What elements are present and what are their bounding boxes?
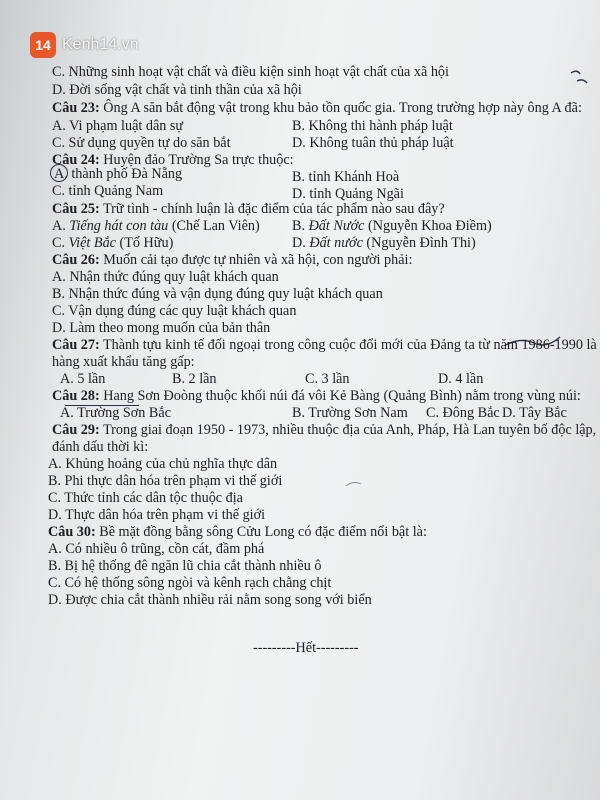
q27-option-d: D. 4 lần xyxy=(438,371,484,387)
q29-stem-line2: đánh dấu thời kì: xyxy=(52,439,149,455)
q24-label: Câu 24: xyxy=(52,152,100,168)
end-marker: ---------Hết--------- xyxy=(253,640,359,656)
q23-label: Câu 23: xyxy=(52,100,100,116)
q24-option-b: B. tỉnh Khánh Hoà xyxy=(292,169,400,185)
q29-stem-line1 xyxy=(52,422,596,439)
q27-option-a: A. 5 lần xyxy=(60,371,106,387)
q25-option-b xyxy=(292,218,492,235)
q25-option-d-title: Đất nước xyxy=(309,235,363,251)
q23-option-c: C. Sử dụng quyền tự do săn bắt xyxy=(52,135,231,151)
q25-option-a xyxy=(52,218,260,235)
q28-stem xyxy=(52,388,581,405)
q25-option-a-title: Tiếng hát con tàu xyxy=(69,218,169,234)
q27-text: Thành tựu kinh tế đối ngoại trong công cuộc đổi mới của Đảng ta từ năm 1986-1990 là xyxy=(103,337,597,353)
q26-text: Muốn cải tạo được tự nhiên và xã hội, con người phải: xyxy=(103,252,413,268)
q25-stem xyxy=(52,201,445,218)
kenh14-site-name: Kenh14.vn xyxy=(62,36,139,53)
q25-option-b-title: Đất Nước xyxy=(308,218,365,234)
q30-option-d: D. Được chia cắt thành nhiều rải nằm song song với biển xyxy=(48,592,372,608)
q26-option-d: D. Làm theo mong muốn của bản thân xyxy=(52,320,271,336)
q29-option-b: B. Phi thực dân hóa trên phạm vi thế giới xyxy=(48,473,283,489)
q25-option-a-letter: A. xyxy=(52,218,70,234)
q28-text: Hang Sơn Đoòng thuộc khối núi đá vôi Kẻ Bàng (Quảng Bình) nằm trong vùng núi: xyxy=(103,388,581,404)
q25-option-a-author: (Chế Lan Viên) xyxy=(168,218,260,234)
q28-option-d: D. Tây Bắc xyxy=(502,405,567,421)
q28-label: Câu 28: xyxy=(52,388,100,404)
q27-option-c: C. 3 lần xyxy=(305,371,350,387)
q28-option-b: B. Trường Sơn Nam xyxy=(292,405,408,421)
q25-option-b-author: (Nguyễn Khoa Điềm) xyxy=(364,218,492,234)
q29-option-d: D. Thực dân hóa trên phạm vi thế giới xyxy=(48,507,266,523)
q30-option-b: B. Bị hệ thống đê ngăn lũ chia cắt thành nhiều ô xyxy=(48,558,322,574)
q23-text: Ông A săn bắt động vật trong khu bảo tồn quốc gia. Trong trường hợp này ông A đã: xyxy=(103,100,582,116)
q24-text: Huyện đảo Trường Sa trực thuộc: xyxy=(103,152,294,168)
q27-option-b: B. 2 lần xyxy=(172,371,217,387)
q29-label: Câu 29: xyxy=(52,422,100,438)
ink-faint-mark xyxy=(346,482,361,486)
ink-mark-top-right xyxy=(571,71,580,74)
q25-option-c-author: (Tố Hữu) xyxy=(115,235,174,251)
q24-option-a: A. thành phố Đà Nẵng xyxy=(54,166,183,182)
q27-stem-line2: hàng xuất khẩu tăng gấp: xyxy=(52,354,195,370)
q26-stem xyxy=(52,252,412,269)
kenh14-logo-badge: 14 xyxy=(30,32,56,58)
q26-option-b: B. Nhận thức đúng và vận dụng đúng quy luật khách quan xyxy=(52,286,383,302)
q28-option-c: C. Đông Bắc xyxy=(426,405,500,421)
q25-option-c xyxy=(52,235,173,252)
q30-option-a: A. Có nhiều ô trũng, cồn cát, đầm phá xyxy=(48,541,265,557)
q24-option-d: D. tỉnh Quảng Ngãi xyxy=(292,186,404,202)
q25-label: Câu 25: xyxy=(52,201,100,217)
ink-mark-top-right-2 xyxy=(577,80,587,83)
q23-option-a: A. Vi phạm luật dân sự xyxy=(52,118,184,134)
q30-option-c: C. Có hệ thống sông ngòi và kênh rạch chằng chịt xyxy=(48,575,332,591)
q23-stem xyxy=(52,100,582,117)
q22-option-d: D. Đời sống vật chất và tinh thần của xã hội xyxy=(52,82,302,98)
q25-option-c-title: Việt Bắc xyxy=(68,235,116,251)
q25-option-b-letter: B. xyxy=(292,218,309,234)
q29-text: Trong giai đoạn 1950 - 1973, nhiều thuộc địa của Anh, Pháp, Hà Lan tuyên bố độc lập, xyxy=(103,422,597,438)
q27-stem-line1 xyxy=(52,337,597,354)
q28-option-a: A. Trường Sơn Bắc xyxy=(60,405,171,421)
q25-option-d xyxy=(292,235,476,252)
q27-label: Câu 27: xyxy=(52,337,100,353)
q25-option-d-letter: D. xyxy=(292,235,310,251)
q24-option-c: C. tỉnh Quảng Nam xyxy=(52,183,164,199)
q23-option-d: D. Không tuân thủ pháp luật xyxy=(292,135,454,151)
q25-text: Trữ tình - chính luận là đặc điểm của tác phẩm nào sau đây? xyxy=(103,201,445,217)
q30-label: Câu 30: xyxy=(48,524,96,540)
q26-option-c: C. Vận dụng đúng các quy luật khách quan xyxy=(52,303,297,319)
q30-text: Bề mặt đồng bằng sông Cửu Long có đặc điểm nổi bật là: xyxy=(99,524,427,540)
q25-option-d-author: (Nguyễn Đình Thi) xyxy=(362,235,476,251)
q29-option-a: A. Khủng hoảng của chủ nghĩa thực dân xyxy=(48,456,278,472)
q30-stem xyxy=(48,524,427,541)
q25-option-c-letter: C. xyxy=(52,235,69,251)
q26-label: Câu 26: xyxy=(52,252,100,268)
q23-option-b: B. Không thi hành pháp luật xyxy=(292,118,453,134)
q26-option-a: A. Nhận thức đúng quy luật khách quan xyxy=(52,269,279,285)
q22-option-c: C. Những sinh hoạt vật chất và điều kiện sinh hoạt vật chất của xã hội xyxy=(52,64,449,80)
q29-option-c: C. Thức tỉnh các dân tộc thuộc địa xyxy=(48,490,243,506)
